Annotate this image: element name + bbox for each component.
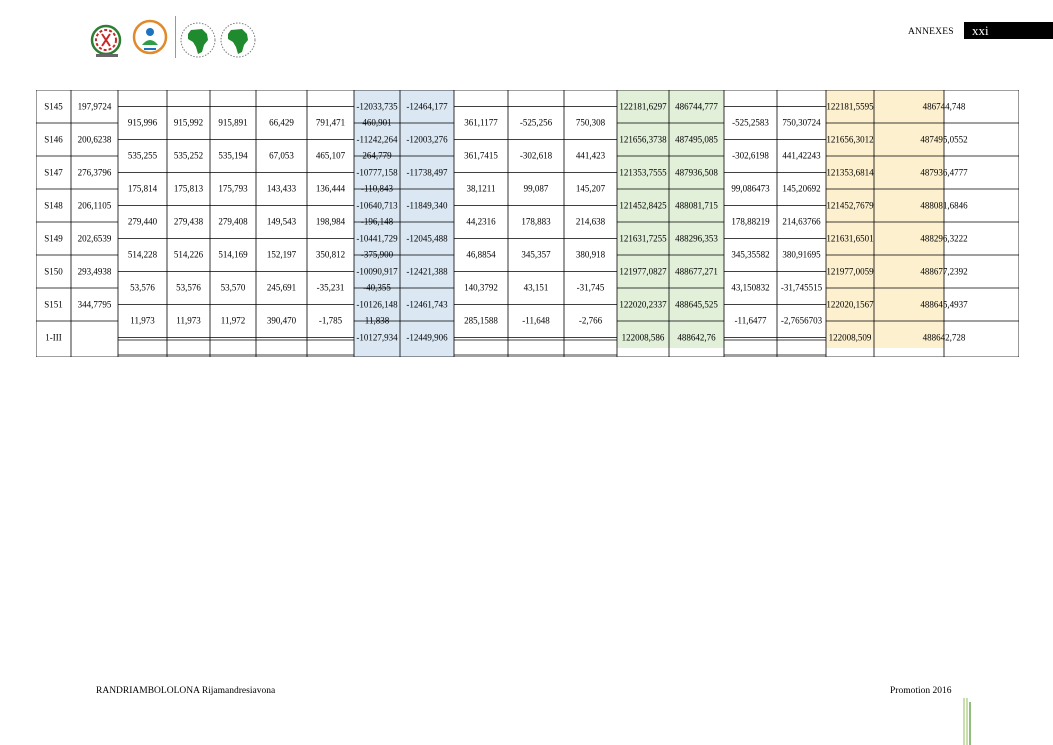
corrected-delta-cell: -31,745515	[780, 282, 823, 293]
station-label: 1-III	[45, 332, 62, 342]
delta-cell: 43,151	[523, 282, 549, 293]
measure-cell: 11,973	[176, 315, 201, 326]
corrected-delta-cell: 380,91695	[782, 249, 821, 260]
delta-cell: 140,3792	[464, 282, 498, 293]
measure-cell: -1,785	[318, 315, 343, 326]
delta-cell: 178,883	[521, 216, 551, 227]
delta-cell: 361,7415	[464, 150, 498, 161]
station-label: S146	[44, 134, 63, 144]
yellow-x-cell: 121631,6501	[826, 233, 874, 243]
green-y-cell: 488642,76	[677, 332, 716, 342]
delta-cell: 145,207	[575, 183, 606, 194]
station-label: S145	[44, 101, 63, 111]
yellow-x-cell: 122181,5595	[826, 101, 874, 111]
blue-x-cell: -10127,934	[356, 332, 398, 342]
yellow-x-cell: 122020,1567	[826, 299, 874, 309]
corrected-delta-cell: -302,6198	[732, 150, 769, 161]
measure-cell: 514,169	[218, 249, 248, 260]
green-x-cell: 122008,586	[621, 332, 665, 342]
page-number: xxi	[964, 22, 1053, 39]
measure-cell: -110,843	[361, 183, 393, 194]
measure-cell: 175,813	[173, 183, 204, 194]
green-column-fill	[617, 90, 724, 357]
yellow-x-cell: 121353,6814	[826, 167, 874, 177]
blue-y-cell: -11738,497	[406, 167, 448, 177]
blue-x-cell: -10777,158	[356, 167, 398, 177]
green-x-cell: 121977,0827	[619, 266, 667, 276]
corrected-delta-cell: 214,63766	[782, 216, 821, 227]
station-label: S150	[44, 266, 63, 276]
delta-cell: 750,308	[575, 117, 606, 128]
distance-cell: 206,1105	[77, 200, 112, 210]
measure-cell: 53,576	[176, 282, 201, 293]
measure-cell: -35,231	[316, 282, 345, 293]
measure-cell: 460,901	[362, 117, 392, 128]
measure-cell: 264,779	[362, 150, 392, 161]
measure-cell: 143,433	[266, 183, 297, 194]
measure-cell: 279,438	[173, 216, 204, 227]
university-emblem-logo	[86, 20, 126, 60]
delta-cell: -2,766	[578, 315, 603, 326]
delta-cell: 380,918	[575, 249, 606, 260]
header-logos	[86, 16, 258, 62]
corrected-delta-cell: 441,42243	[782, 150, 821, 161]
green-y-cell: 488677,271	[675, 266, 718, 276]
distance-cell: 197,9724	[77, 101, 112, 111]
delta-cell: 361,1177	[464, 117, 498, 128]
corrected-delta-cell: 178,88219	[731, 216, 770, 227]
delta-cell: 345,357	[521, 249, 551, 260]
delta-cell: -302,618	[519, 150, 553, 161]
yellow-y-cell: 487936,4777	[920, 167, 968, 177]
footer-author: RANDRIAMBOLOLONA Rijamandresiavona	[96, 686, 276, 696]
green-y-cell: 487936,508	[675, 167, 718, 177]
corrected-delta-cell: 99,086473	[731, 183, 770, 194]
yellow-y-cell: 486744,748	[922, 101, 966, 111]
corrected-delta-cell: 43,150832	[731, 282, 770, 293]
yellow-y-cell: 487495,0552	[920, 134, 968, 144]
footer-decoration-lines	[962, 698, 974, 745]
footer-promotion: Promotion 2016	[890, 686, 952, 696]
measure-cell: 535,194	[218, 150, 248, 161]
measure-cell: 136,444	[315, 183, 346, 194]
measure-cell: 175,793	[218, 183, 248, 194]
yellow-y-cell: 488642,728	[922, 332, 966, 342]
measure-cell: 198,984	[315, 216, 346, 227]
measure-cell: 67,053	[269, 150, 294, 161]
green-y-cell: 488081,715	[675, 200, 718, 210]
green-x-cell: 121452,8425	[619, 200, 667, 210]
delta-cell: -31,745	[576, 282, 605, 293]
coordinates-table	[36, 90, 1019, 357]
measure-cell: 915,996	[127, 117, 158, 128]
corrected-delta-cell: -525,2583	[732, 117, 769, 128]
yellow-y-cell: 488296,3222	[920, 233, 968, 243]
measure-cell: 791,471	[315, 117, 346, 128]
station-label: S148	[44, 200, 63, 210]
yellow-x-cell: 121452,7679	[826, 200, 874, 210]
measure-cell: 11,973	[130, 315, 155, 326]
blue-x-cell: -10640,713	[356, 200, 398, 210]
measure-cell: 53,576	[130, 282, 155, 293]
blue-x-cell: -10126,148	[356, 299, 398, 309]
station-label: S149	[44, 233, 63, 243]
delta-cell: 44,2316	[466, 216, 496, 227]
measure-cell: -40,355	[363, 282, 391, 293]
blue-y-cell: -11849,340	[406, 200, 448, 210]
corrected-delta-cell: 345,35582	[731, 249, 770, 260]
delta-cell: -525,256	[519, 117, 553, 128]
green-x-cell: 122020,2337	[619, 299, 667, 309]
blue-y-cell: -12421,388	[406, 266, 448, 276]
delta-cell: 214,638	[575, 216, 606, 227]
corrected-delta-cell: -11,6477	[734, 315, 767, 326]
africa-map-logo-2	[219, 21, 257, 59]
blue-x-cell: -10090,917	[356, 266, 398, 276]
blue-x-cell: -10441,729	[356, 233, 398, 243]
measure-cell: 11,838	[364, 315, 390, 326]
measure-cell: 465,107	[315, 150, 346, 161]
measure-cell: 245,691	[266, 282, 297, 293]
yellow-y-cell: 488677,2392	[920, 266, 968, 276]
delta-cell: -11,648	[522, 315, 550, 326]
green-x-cell: 121656,3738	[619, 134, 667, 144]
yellow-x-cell: 122008,509	[828, 332, 872, 342]
blue-x-cell: -11242,264	[356, 134, 398, 144]
blue-y-cell: -12461,743	[406, 299, 448, 309]
station-label: S151	[44, 299, 63, 309]
africa-map-logo-1	[179, 21, 217, 59]
delta-cell: 99,087	[523, 183, 549, 194]
measure-cell: 535,252	[173, 150, 204, 161]
measure-cell: -196,148	[360, 216, 394, 227]
measure-cell: 915,992	[173, 117, 204, 128]
yellow-x-cell: 121656,3012	[826, 134, 874, 144]
distance-cell: 276,3796	[77, 167, 112, 177]
green-y-cell: 488296,353	[675, 233, 718, 243]
yellow-y-cell: 488645,4937	[920, 299, 968, 309]
delta-cell: 441,423	[575, 150, 606, 161]
distance-cell: 200,6238	[77, 134, 112, 144]
station-label: S147	[44, 167, 63, 177]
measure-cell: 390,470	[266, 315, 297, 326]
green-column-blank	[617, 348, 724, 357]
delta-cell: 46,8854	[466, 249, 496, 260]
green-x-cell: 121353,7555	[619, 167, 667, 177]
delta-cell: 285,1588	[464, 315, 498, 326]
measure-cell: 279,440	[127, 216, 158, 227]
blue-y-cell: -12464,177	[406, 101, 448, 111]
yellow-column-blank	[826, 348, 944, 357]
green-y-cell: 487495,085	[675, 134, 718, 144]
blue-y-cell: -12449,906	[406, 332, 448, 342]
blue-x-cell: -12033,735	[356, 101, 398, 111]
corrected-delta-cell: -2,7656703	[780, 315, 823, 326]
measure-cell: 66,429	[269, 117, 294, 128]
green-y-cell: 486744,777	[675, 101, 718, 111]
green-x-cell: 121631,7255	[619, 233, 667, 243]
blue-y-cell: -12045,488	[406, 233, 448, 243]
school-seal-logo	[132, 19, 168, 57]
corrected-delta-cell: 750,30724	[782, 117, 821, 128]
section-label: ANNEXES	[908, 27, 954, 37]
green-x-cell: 122181,6297	[619, 101, 667, 111]
measure-cell: 915,891	[218, 117, 248, 128]
measure-cell: -375,900	[360, 249, 394, 260]
measure-cell: 514,226	[173, 249, 204, 260]
measure-cell: 279,408	[218, 216, 248, 227]
measure-cell: 175,814	[127, 183, 158, 194]
yellow-column-fill	[826, 90, 944, 357]
distance-cell: 202,6539	[77, 233, 112, 243]
measure-cell: 11,972	[220, 315, 246, 326]
corrected-delta-cell: 145,20692	[782, 183, 821, 194]
distance-cell: 293,4938	[77, 266, 112, 276]
distance-cell: 344,7795	[77, 299, 112, 309]
measure-cell: 149,543	[266, 216, 297, 227]
measure-cell: 514,228	[127, 249, 158, 260]
yellow-y-cell: 488081,6846	[920, 200, 968, 210]
blue-y-cell: -12003,276	[406, 134, 448, 144]
logo-divider	[175, 16, 176, 58]
measure-cell: 53,570	[220, 282, 246, 293]
delta-cell: 38,1211	[466, 183, 496, 194]
measure-cell: 350,812	[315, 249, 346, 260]
measure-cell: 152,197	[266, 249, 297, 260]
yellow-x-cell: 121977,0059	[826, 266, 874, 276]
green-y-cell: 488645,525	[675, 299, 718, 309]
measure-cell: 535,255	[127, 150, 158, 161]
